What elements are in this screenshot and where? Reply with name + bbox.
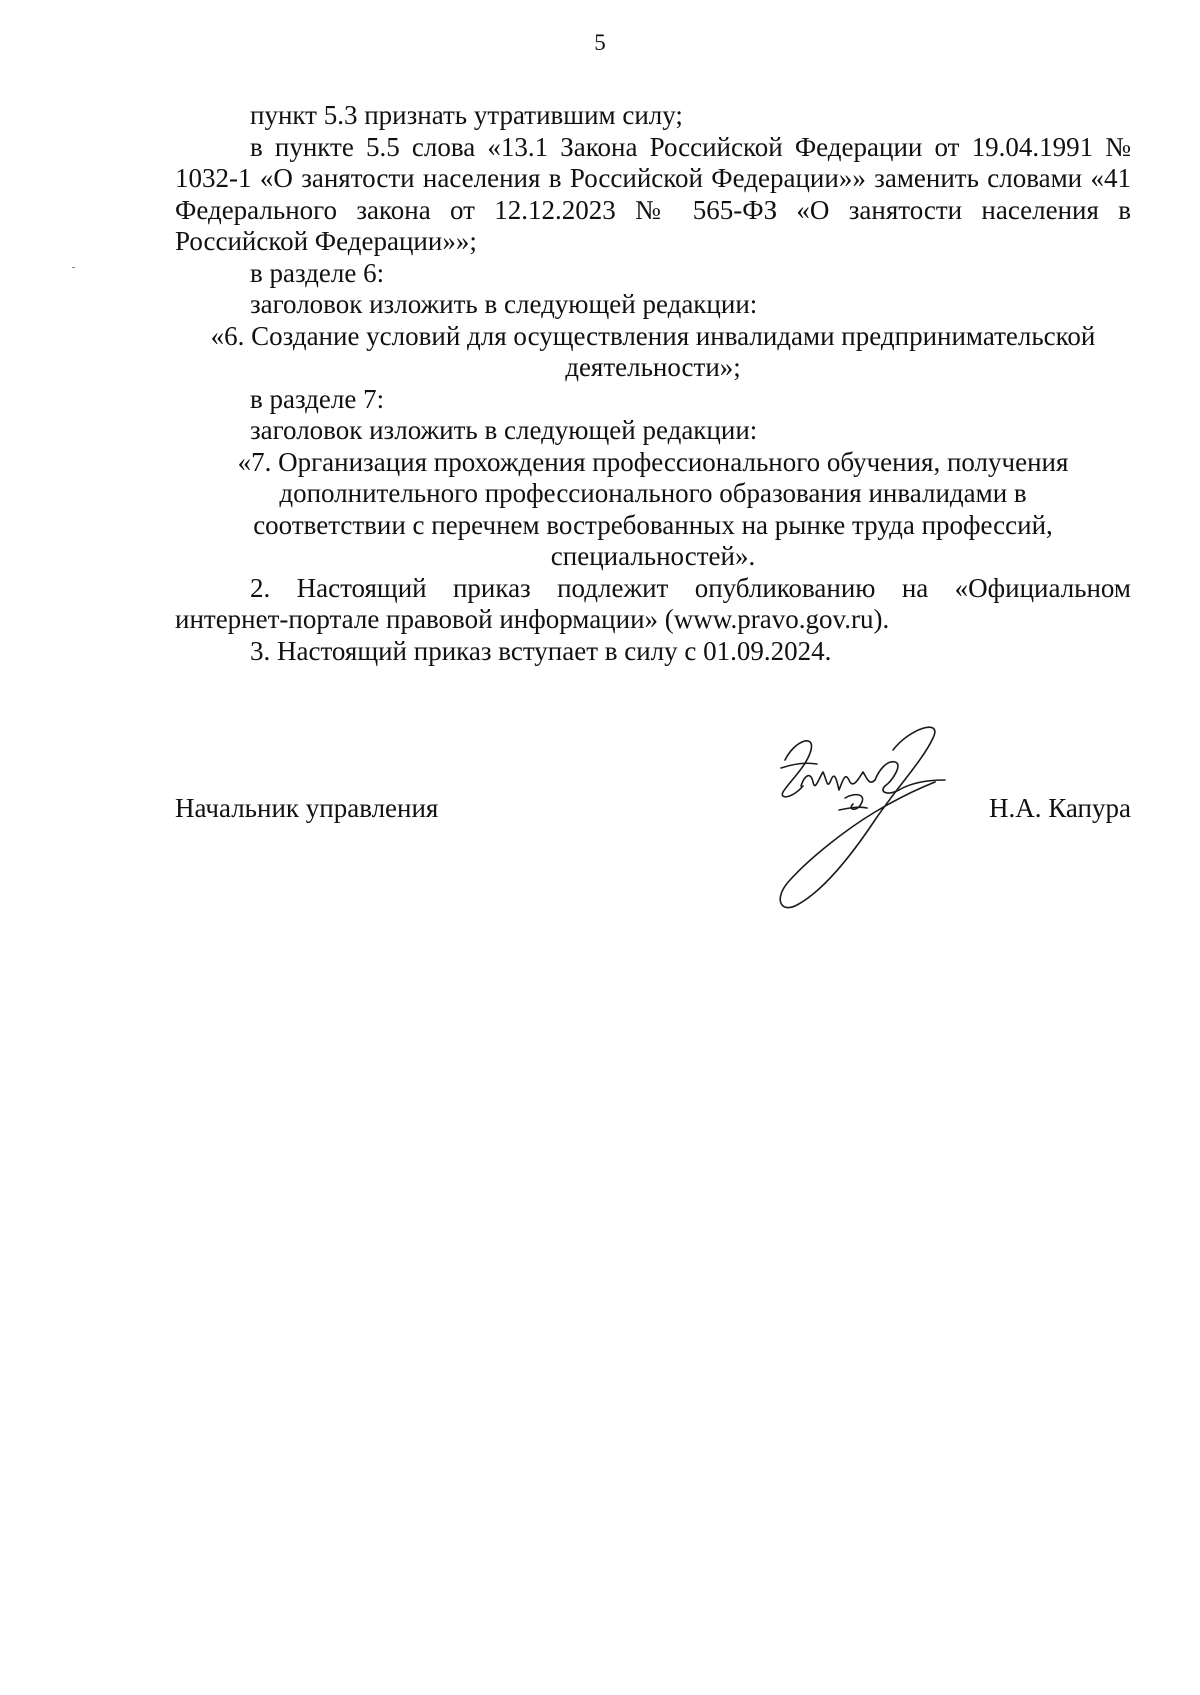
page-number: 5 — [594, 30, 606, 55]
heading-section-6-line-1: «6. Создание условий для осуществления инвалидами предпринимательской — [210, 320, 1096, 351]
paragraph-publication: 2. Настоящий приказ подлежит опубликованию на «Официальном интернет-портале правовой информации» (www.pravo.gov.ru). — [175, 572, 1131, 634]
paragraph-section-6: в разделе 6: — [250, 257, 385, 288]
handwritten-signature — [775, 720, 975, 920]
heading-section-7-line-2: дополнительного профессионального образования инвалидами в — [279, 478, 1027, 508]
scan-artifact — [72, 267, 75, 268]
signatory-title: Начальник управления — [175, 793, 439, 823]
paragraph-section-7: в разделе 7: — [250, 383, 385, 414]
paragraph-heading-instruction-7: заголовок изложить в следующей редакции: — [250, 415, 758, 445]
heading-section-6-line-2: деятельности»; — [565, 352, 741, 382]
heading-section-7-line-3: соответствии с перечнем востребованных на рынке труда профессий, — [253, 509, 1053, 540]
document-body — [175, 100, 1131, 667]
paragraph-effective-date: 3. Настоящий приказ вступает в силу с 01.09.2024. — [250, 635, 832, 666]
heading-section-7-line-1: «7. Организация прохождения профессионального обучения, получения — [237, 446, 1069, 477]
paragraph-clause-5-3: пункт 5.3 признать утратившим силу; — [250, 100, 683, 130]
signatory-name: Н.А. Капура — [989, 793, 1131, 823]
paragraph-heading-instruction-6: заголовок изложить в следующей редакции: — [250, 289, 758, 319]
heading-section-7-line-4: специальностей». — [550, 541, 756, 571]
paragraph-clause-5-5: в пункте 5.5 слова «13.1 Закона Российской Федерации от 19.04.1991 № 1032-1 «О занятости населения в Российской Федерации»» заменить словами «41 Федерального закона от 12.12.2023 № 565-ФЗ «О занятости населения в Российской Федерации»»; — [175, 131, 1131, 256]
